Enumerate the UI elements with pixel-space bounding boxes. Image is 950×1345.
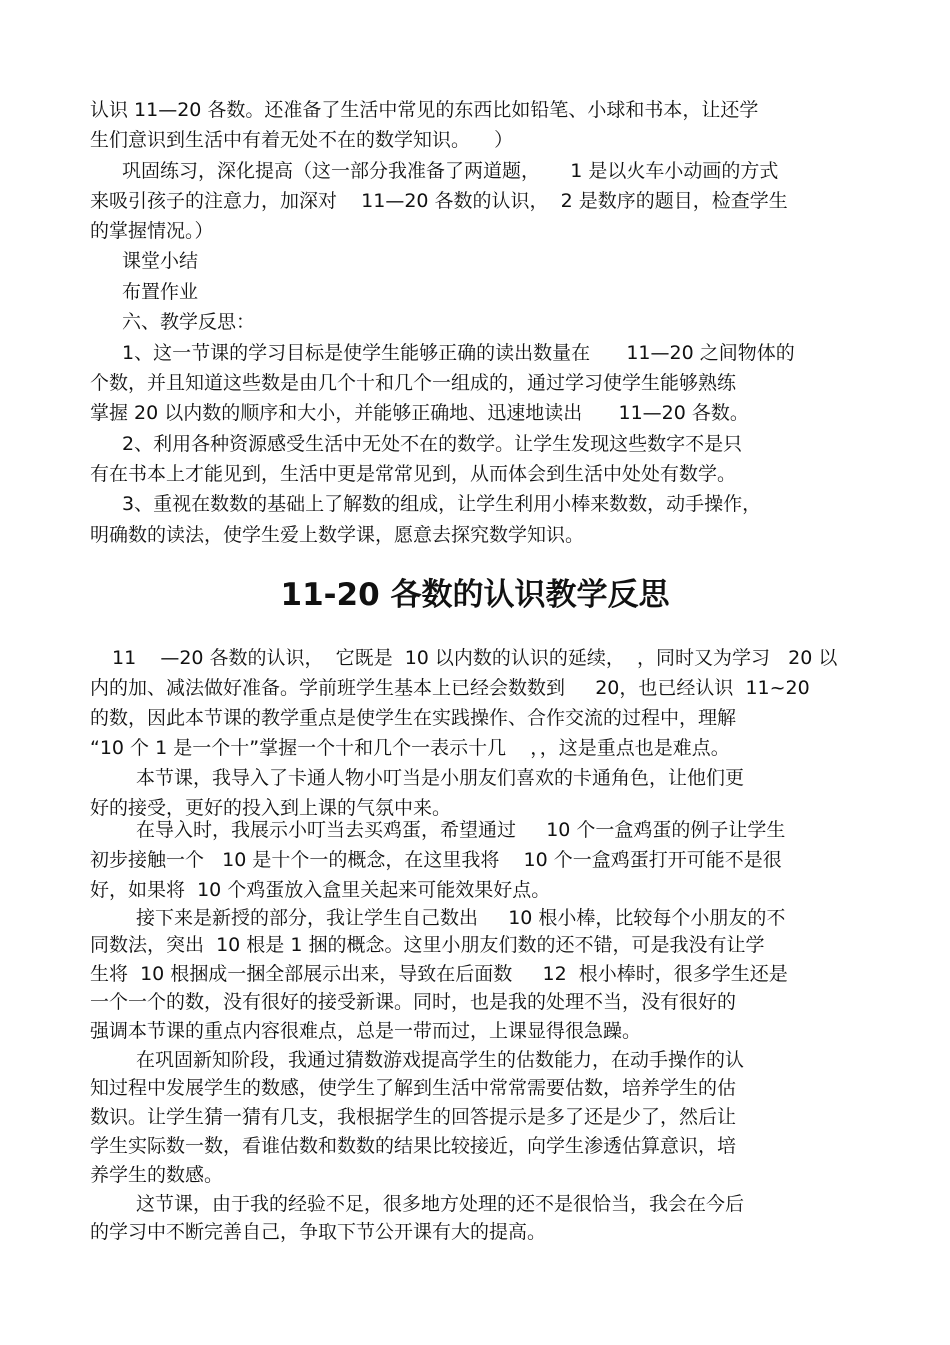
paragraph-line: 好，如果将 10 个鸡蛋放入盒里关起来可能效果好点。 — [90, 879, 551, 901]
paragraph-line: 初步接触一个 10 是十个一的概念，在这里我将 10 个一盒鸡蛋打开可能不是很 — [90, 849, 782, 871]
paragraph-line: 11 —20 各数的认识， 它既是 10 以内数的认识的延续， ，同时又为学习 20 以 — [112, 647, 838, 669]
section-heading: 六、教学反思： — [122, 311, 256, 333]
paragraph-line: 1、这一节课的学习目标是使学生能够正确的读出数量在 11—20 之间物体的 — [122, 342, 795, 364]
paragraph-line: 巩固练习，深化提高（这一部分我准备了两道题， 1 是以火车小动画的方式 — [122, 160, 779, 182]
paragraph-line: 在导入时，我展示小叮当去买鸡蛋，希望通过 10 个一盒鸡蛋的例子让学生 — [136, 819, 786, 841]
paragraph-line: 同数法，突出 10 根是 1 捆的概念。这里小朋友们数的还不错，可是我没有让学 — [90, 934, 765, 956]
paragraph-line: 掌握 20 以内数的顺序和大小，并能够正确地、迅速地读出 11—20 各数。 — [90, 402, 749, 424]
paragraph-line: 数识。让学生猜一猜有几支，我根据学生的回答提示是多了还是少了，然后让 — [90, 1106, 737, 1128]
paragraph-line: 养学生的数感。 — [90, 1164, 224, 1186]
paragraph-line: 生们意识到生活中有着无处不在的数学知识。 ） — [90, 129, 514, 151]
paragraph-line: “10 个 1 是一个十”掌握一个十和几个一表示十几 ，，这是重点也是难点。 — [90, 737, 730, 759]
paragraph-line: 生将 10 根捆成一捆全部展示出来，导致在后面数 12 根小棒时，很多学生还是 — [90, 963, 788, 985]
paragraph-line: 布置作业 — [122, 281, 199, 303]
paragraph-line: 一个一个的数，没有很好的接受新课。同时，也是我的处理不当，没有很好的 — [90, 991, 737, 1013]
paragraph-line: 内的加、减法做好准备。学前班学生基本上已经会数数到 20，也已经认识 11~20 — [90, 677, 810, 699]
paragraph-line: 来吸引孩子的注意力，加深对 11—20 各数的认识， 2 是数序的题目，检查学生 — [90, 190, 788, 212]
document-title: 11-20 各数的认识教学反思 — [280, 577, 670, 613]
paragraph-line: 这节课，由于我的经验不足，很多地方处理的还不是很恰当，我会在今后 — [136, 1193, 745, 1215]
paragraph-line: 的学习中不断完善自己，争取下节公开课有大的提高。 — [90, 1221, 547, 1243]
paragraph-line: 明确数的读法，使学生爱上数学课，愿意去探究数学知识。 — [90, 524, 585, 546]
paragraph-line: 的数，因此本节课的教学重点是使学生在实践操作、合作交流的过程中，理解 — [90, 707, 737, 729]
paragraph-line: 知过程中发展学生的数感，使学生了解到生活中常常需要估数，培养学生的估 — [90, 1077, 737, 1099]
paragraph-line: 有在书本上才能见到，生活中更是常常见到，从而体会到生活中处处有数学。 — [90, 463, 737, 485]
paragraph-line: 在巩固新知阶段，我通过猜数游戏提高学生的估数能力，在动手操作的认 — [136, 1049, 745, 1071]
paragraph-line: 2、利用各种资源感受生活中无处不在的数学。让学生发现这些数字不是只 — [122, 433, 743, 455]
paragraph-line: 的掌握情况。） — [90, 220, 214, 242]
paragraph-line: 接下来是新授的部分，我让学生自己数出 10 根小棒，比较每个小朋友的不 — [136, 907, 786, 929]
paragraph-line: 好的接受，更好的投入到上课的气氛中来。 — [90, 797, 452, 819]
paragraph-line: 学生实际数一数，看谁估数和数数的结果比较接近，向学生渗透估算意识，培 — [90, 1135, 737, 1157]
paragraph-line: 3、重视在数数的基础上了解数的组成，让学生利用小棒来数数，动手操作， — [122, 493, 762, 515]
paragraph-line: 强调本节课的重点内容很难点，总是一带而过，上课显得很急躁。 — [90, 1020, 642, 1042]
paragraph-line: 认识 11—20 各数。还准备了生活中常见的东西比如铅笔、小球和书本，让还学 — [90, 99, 759, 121]
paragraph-line: 个数，并且知道这些数是由几个十和几个一组成的，通过学习使学生能够熟练 — [90, 372, 737, 394]
paragraph-line: 课堂小结 — [122, 250, 199, 272]
paragraph-line: 本节课，我导入了卡通人物小叮当是小朋友们喜欢的卡通角色，让他们更 — [136, 767, 745, 789]
